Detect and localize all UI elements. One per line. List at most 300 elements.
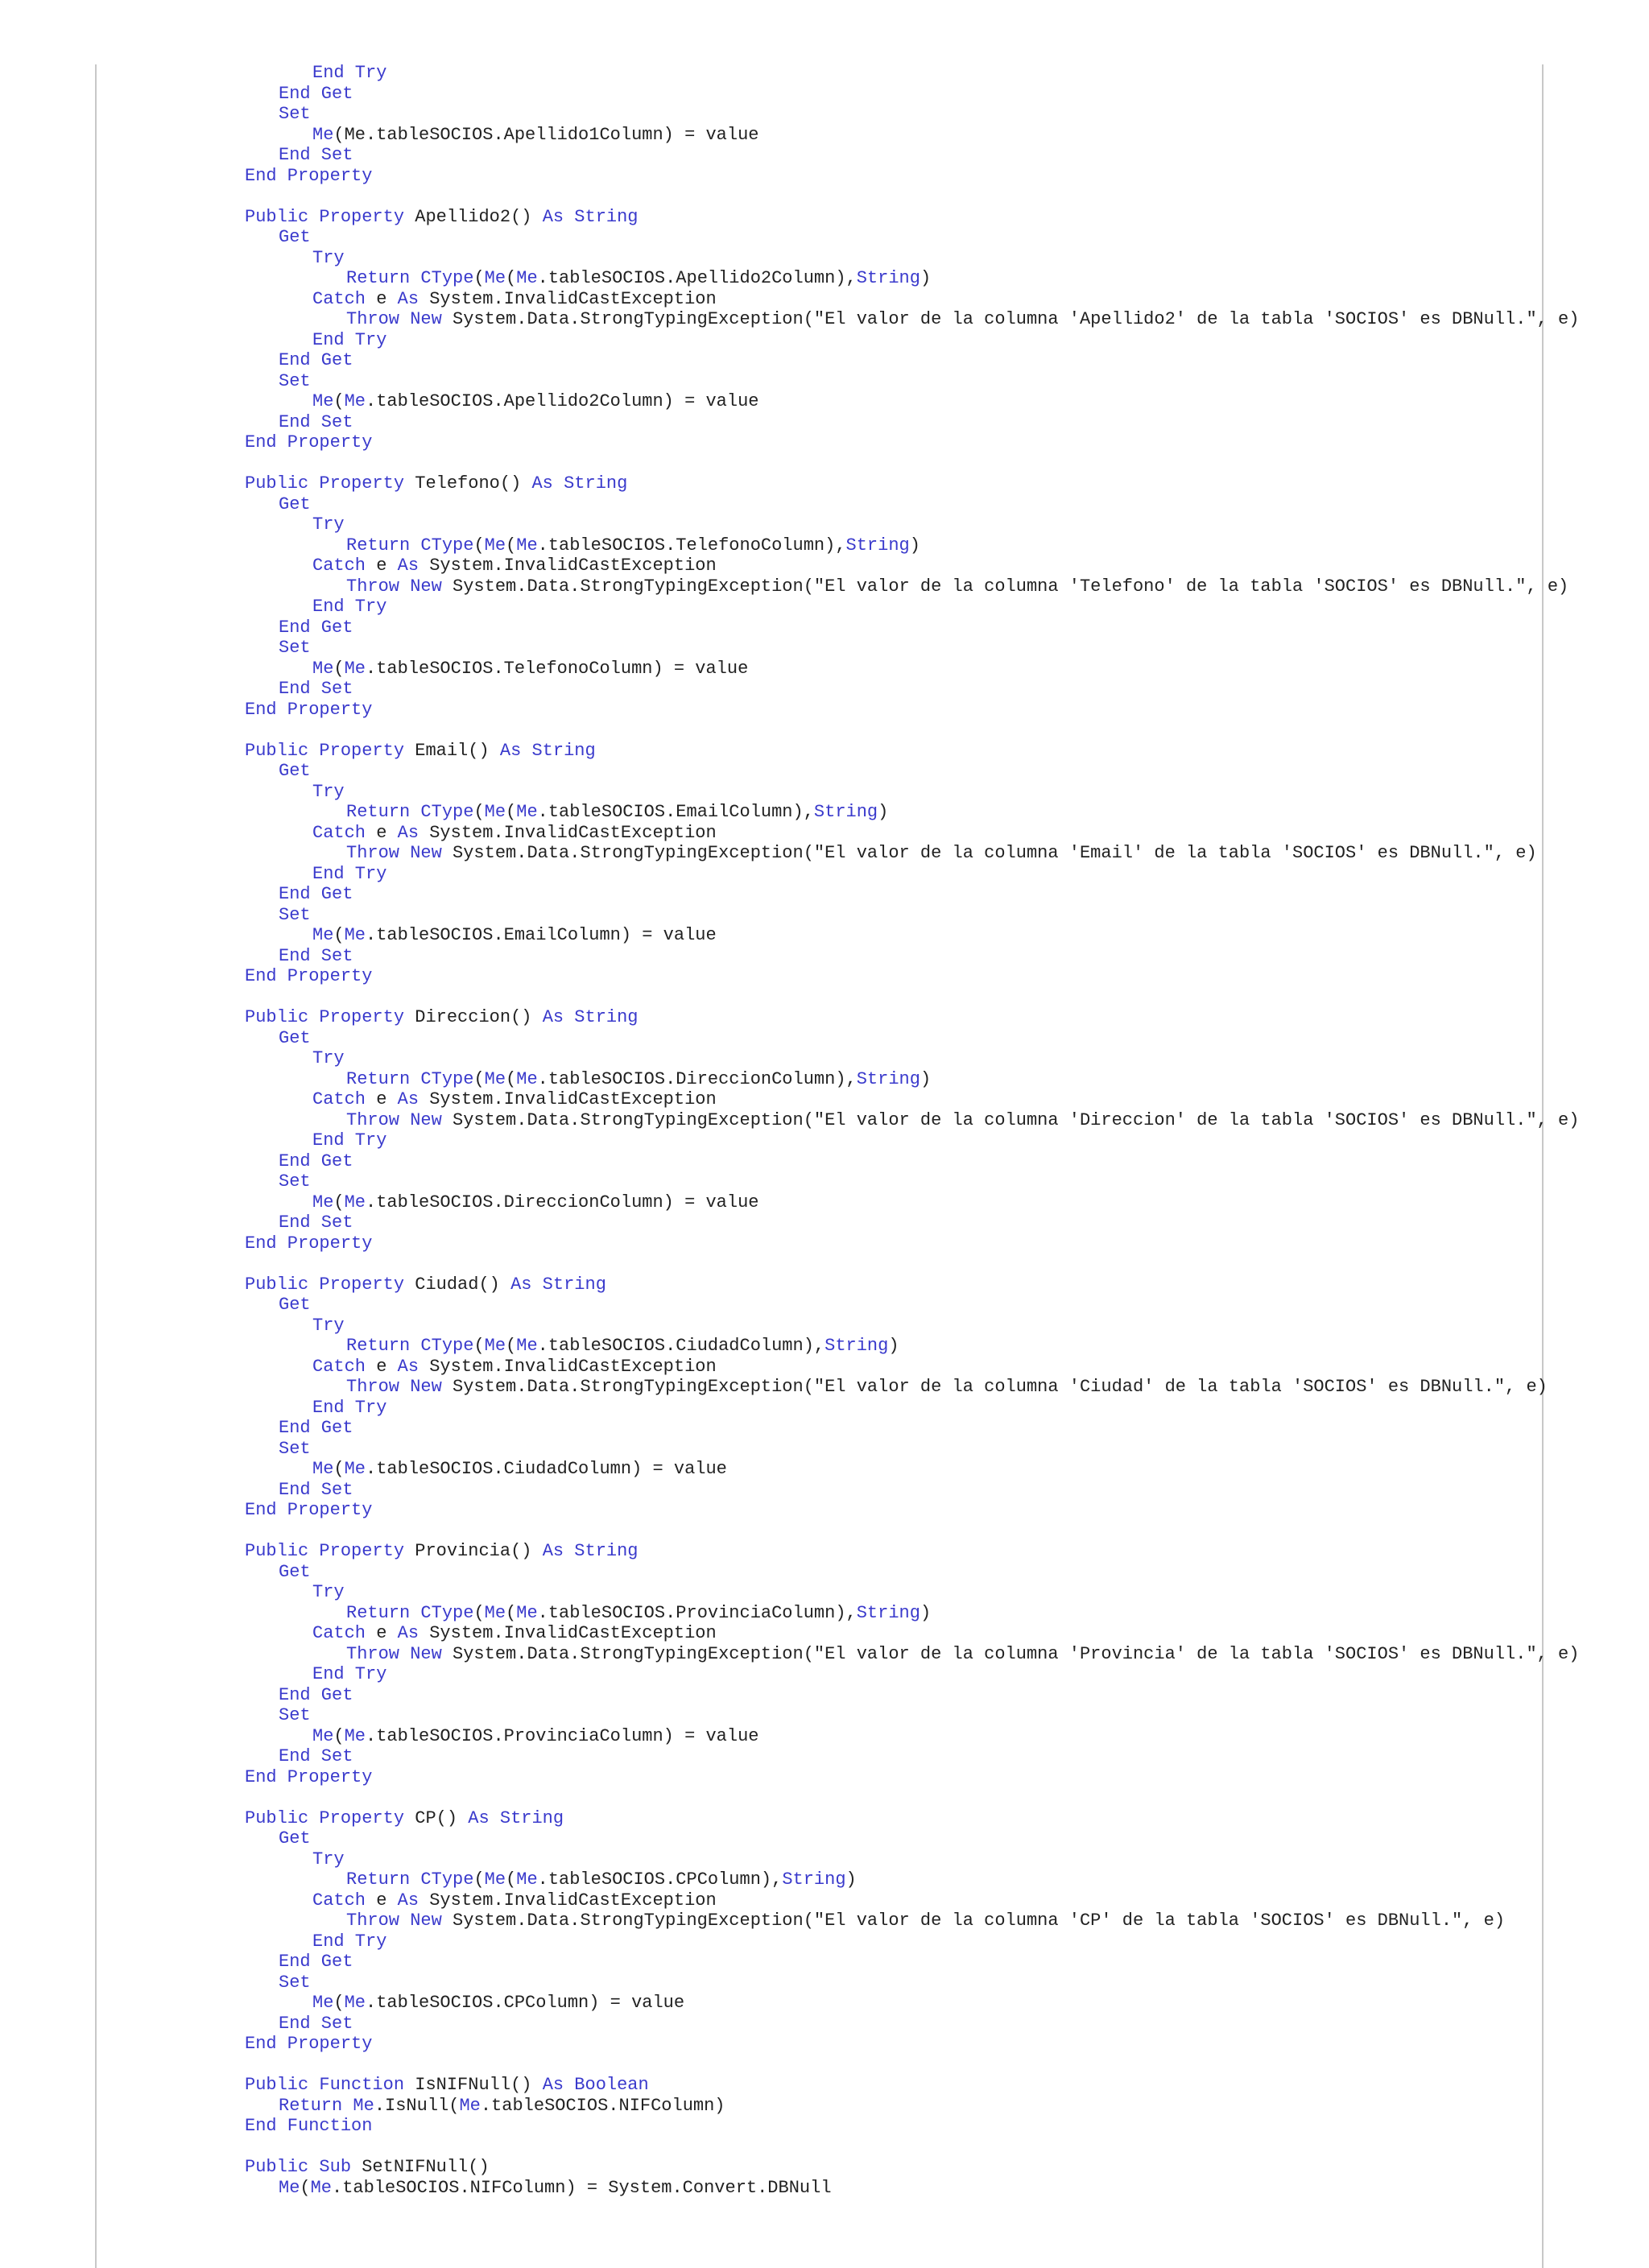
- code-line: [312, 1459, 727, 1480]
- code-keyword: String: [813, 802, 878, 822]
- code-keyword: End Set: [279, 411, 353, 432]
- code-line: [346, 1644, 1579, 1665]
- code-line: [279, 2096, 725, 2117]
- code-keyword: End Property: [245, 699, 373, 720]
- code-line: [279, 1028, 311, 1049]
- code-keyword: End Property: [245, 165, 373, 186]
- code-keyword: Set: [279, 370, 311, 391]
- code-line: [279, 1705, 311, 1726]
- code-line: [312, 391, 759, 412]
- code-line: [279, 946, 353, 967]
- code-keyword: Me: [312, 124, 334, 145]
- code-line: [279, 884, 353, 905]
- code-keyword: Throw New: [346, 1643, 442, 1664]
- code-keyword: Me: [312, 1725, 334, 1746]
- code-keyword: Public Property: [245, 1274, 405, 1295]
- code-text: (: [300, 2177, 311, 2198]
- code-keyword: Try: [312, 1849, 345, 1869]
- code-keyword: As String: [499, 740, 596, 761]
- code-text: System.InvalidCastException: [419, 1890, 717, 1911]
- code-line: [279, 412, 353, 433]
- code-text: ): [845, 1869, 857, 1890]
- code-line: [279, 1746, 353, 1767]
- code-text: Email(): [404, 740, 500, 761]
- code-text: .tableSOCIOS.ProvinciaColumn) = value: [366, 1725, 759, 1746]
- code-keyword: Me: [516, 1602, 538, 1623]
- code-keyword: Public Property: [245, 1807, 405, 1828]
- code-text: System.InvalidCastException: [419, 1089, 717, 1109]
- code-text: .tableSOCIOS.EmailColumn),: [537, 802, 814, 822]
- code-keyword: Get: [279, 227, 311, 247]
- code-text: .tableSOCIOS.TelefonoColumn),: [537, 535, 846, 556]
- code-keyword: End Property: [245, 2034, 373, 2054]
- code-keyword: End Set: [279, 145, 353, 165]
- code-line: [312, 289, 717, 310]
- code-line: [245, 741, 596, 762]
- code-keyword: Me: [312, 1459, 334, 1479]
- code-line: [312, 1357, 717, 1378]
- code-line: [245, 1808, 564, 1829]
- code-keyword: Me: [484, 802, 506, 822]
- code-text: (: [473, 268, 485, 288]
- code-text: IsNIFNull(): [404, 2075, 543, 2095]
- code-keyword: Return Me: [279, 2095, 374, 2116]
- code-text: System.InvalidCastException: [419, 288, 717, 309]
- code-line: [312, 1623, 717, 1644]
- code-keyword: End Get: [279, 350, 353, 370]
- code-line: [245, 1007, 639, 1028]
- code-text: System.InvalidCastException: [419, 822, 717, 843]
- code-line: [279, 638, 311, 659]
- code-line: [279, 227, 311, 248]
- code-keyword: As: [397, 1356, 419, 1377]
- code-keyword: As String: [542, 1541, 639, 1561]
- code-text: (: [506, 1869, 517, 1890]
- code-keyword: Return CType: [346, 1336, 474, 1356]
- code-text: .tableSOCIOS.DireccionColumn),: [537, 1068, 857, 1089]
- code-text: (: [473, 535, 485, 556]
- code-line: [279, 494, 311, 515]
- code-text: (Me.tableSOCIOS.Apellido1Column) = value: [333, 124, 759, 145]
- code-keyword: Try: [312, 1048, 345, 1068]
- code-keyword: Me: [516, 1336, 538, 1356]
- code-line: [312, 823, 717, 844]
- code-keyword: Set: [279, 104, 311, 124]
- code-text: (: [506, 802, 517, 822]
- code-text: .tableSOCIOS.TelefonoColumn) = value: [366, 658, 749, 679]
- code-keyword: Me: [279, 2177, 300, 2198]
- code-keyword: End Try: [312, 1130, 387, 1151]
- code-line: [312, 556, 717, 576]
- code-text: (: [473, 1869, 485, 1890]
- code-keyword: Try: [312, 514, 345, 535]
- code-keyword: As String: [510, 1274, 606, 1295]
- code-line: [312, 1316, 345, 1336]
- code-line: [312, 1089, 717, 1110]
- code-keyword: As String: [542, 206, 639, 227]
- code-keyword: Me: [516, 268, 538, 288]
- code-line: [279, 618, 353, 638]
- code-text: (: [473, 802, 485, 822]
- code-text: ): [920, 268, 932, 288]
- code-keyword: Me: [484, 1869, 506, 1890]
- code-line: [312, 1890, 717, 1911]
- code-keyword: Try: [312, 1315, 345, 1336]
- code-text: (: [333, 925, 345, 945]
- code-keyword: Me: [484, 1068, 506, 1089]
- code-line: [346, 802, 888, 823]
- code-line: [279, 905, 311, 926]
- code-line: [279, 1439, 311, 1460]
- code-line: [279, 1973, 311, 1993]
- code-text: (: [333, 1993, 345, 2013]
- code-line: [312, 1192, 759, 1213]
- code-line: [346, 1377, 1548, 1398]
- code-text: System.InvalidCastException: [419, 1356, 717, 1377]
- code-text: e: [366, 1089, 398, 1109]
- code-keyword: Throw New: [346, 1911, 442, 1931]
- code-text: System.Data.StrongTypingException("El valor de la columna 'Apellido2' de la tabla 'SOCIOS' es DBNull.", e): [441, 309, 1580, 329]
- code-keyword: Set: [279, 1171, 311, 1192]
- code-line: [312, 125, 759, 146]
- code-keyword: As Boolean: [542, 2075, 649, 2095]
- code-keyword: End Property: [245, 966, 373, 986]
- code-line: [279, 104, 311, 125]
- code-line: [312, 1582, 345, 1603]
- code-line: [312, 1726, 759, 1747]
- code-keyword: Public Function: [245, 2075, 405, 2095]
- code-keyword: End Set: [279, 2013, 353, 2034]
- code-keyword: Get: [279, 1027, 311, 1048]
- code-line: [245, 432, 372, 453]
- code-text: System.InvalidCastException: [419, 1623, 717, 1643]
- code-text: e: [366, 556, 398, 576]
- code-keyword: End Get: [279, 1151, 353, 1171]
- code-text: (: [333, 1459, 345, 1479]
- code-line: [312, 1130, 386, 1151]
- code-text: System.Data.StrongTypingException("El valor de la columna 'Provincia' de la tabla 'SOCIOS' es DBNull.", e): [441, 1643, 1580, 1664]
- code-line: [279, 2014, 353, 2035]
- code-keyword: Me: [516, 1869, 538, 1890]
- code-text: ): [920, 1068, 932, 1089]
- code-line: [312, 597, 386, 618]
- code-text: .tableSOCIOS.NIFColumn): [480, 2095, 725, 2116]
- code-keyword: Me: [310, 2177, 333, 2198]
- code-keyword: As: [397, 1623, 419, 1643]
- code-keyword: End Set: [279, 1479, 353, 1500]
- code-text: (: [473, 1336, 485, 1356]
- code-text: .tableSOCIOS.CPColumn),: [537, 1869, 783, 1890]
- code-line: [312, 1664, 386, 1685]
- code-keyword: Me: [312, 925, 334, 945]
- code-keyword: End Function: [245, 2116, 373, 2136]
- code-keyword: Get: [279, 494, 311, 514]
- code-keyword: Me: [312, 391, 334, 411]
- code-text: (: [506, 1336, 517, 1356]
- code-keyword: Catch: [312, 822, 366, 843]
- code-text: e: [366, 822, 398, 843]
- code-text: e: [366, 288, 398, 309]
- code-text: .tableSOCIOS.EmailColumn) = value: [366, 925, 717, 945]
- code-line: [245, 1541, 639, 1562]
- right-margin-line: [1542, 64, 1544, 2268]
- code-keyword: Return CType: [346, 1068, 474, 1089]
- code-text: (: [506, 1602, 517, 1623]
- code-line: [279, 1685, 353, 1706]
- code-line: [245, 700, 372, 721]
- code-line: [346, 1869, 857, 1890]
- code-keyword: End Set: [279, 679, 353, 699]
- code-keyword: Throw New: [346, 576, 442, 597]
- code-keyword: Catch: [312, 556, 366, 576]
- code-keyword: Try: [312, 247, 345, 268]
- code-keyword: Me: [344, 658, 366, 679]
- code-line: [312, 1398, 386, 1419]
- code-keyword: Me: [516, 1068, 538, 1089]
- code-line: [346, 1336, 899, 1357]
- code-line: [312, 514, 345, 535]
- code-keyword: Throw New: [346, 843, 442, 863]
- code-line: [245, 2157, 490, 2178]
- code-line: [279, 1828, 311, 1849]
- code-keyword: Me: [484, 1602, 506, 1623]
- code-keyword: Me: [344, 1192, 366, 1212]
- code-line: [279, 1171, 311, 1192]
- code-keyword: Throw New: [346, 1109, 442, 1130]
- code-keyword: Public Property: [245, 1007, 405, 1027]
- code-line: [346, 1069, 931, 1090]
- code-line: [346, 535, 920, 556]
- code-line: [279, 1480, 353, 1501]
- code-keyword: Me: [344, 391, 366, 411]
- code-line: [279, 371, 311, 392]
- code-keyword: Return CType: [346, 535, 474, 556]
- code-text: Telefono(): [404, 473, 532, 494]
- code-keyword: Return CType: [346, 802, 474, 822]
- code-keyword: End Try: [312, 329, 387, 350]
- code-text: (: [506, 268, 517, 288]
- code-keyword: Get: [279, 1561, 311, 1582]
- code-line: [245, 1274, 606, 1295]
- code-keyword: Me: [516, 535, 538, 556]
- code-line: [245, 166, 372, 187]
- code-keyword: End Set: [279, 1746, 353, 1766]
- code-keyword: Me: [312, 1192, 334, 1212]
- code-keyword: Catch: [312, 288, 366, 309]
- code-line: [312, 63, 386, 84]
- code-text: .IsNull(: [374, 2095, 460, 2116]
- code-line: [279, 1212, 353, 1233]
- code-keyword: End Try: [312, 1931, 387, 1952]
- code-line: [312, 1849, 345, 1870]
- code-line: [312, 1931, 386, 1952]
- code-text: Direccion(): [404, 1007, 543, 1027]
- code-text: e: [366, 1890, 398, 1911]
- code-line: [346, 1911, 1505, 1931]
- code-keyword: String: [782, 1869, 846, 1890]
- code-keyword: Catch: [312, 1356, 366, 1377]
- code-keyword: End Get: [279, 884, 353, 904]
- code-text: Ciudad(): [404, 1274, 511, 1295]
- code-keyword: Throw New: [346, 309, 442, 329]
- code-keyword: Me: [484, 535, 506, 556]
- code-keyword: End Get: [279, 1952, 353, 1972]
- code-text: System.Data.StrongTypingException("El valor de la columna 'CP' de la tabla 'SOCIOS' es DBNull.", e): [441, 1911, 1506, 1931]
- code-text: .tableSOCIOS.CPColumn) = value: [366, 1993, 685, 2013]
- code-keyword: Throw New: [346, 1377, 442, 1397]
- code-line: [245, 207, 639, 228]
- code-keyword: Return CType: [346, 1869, 474, 1890]
- code-text: System.InvalidCastException: [419, 556, 717, 576]
- code-keyword: Try: [312, 781, 345, 802]
- code-text: .tableSOCIOS.ProvinciaColumn),: [537, 1602, 857, 1623]
- code-keyword: Me: [344, 1993, 366, 2013]
- code-keyword: Public Property: [245, 1541, 405, 1561]
- code-keyword: Set: [279, 1972, 311, 1993]
- code-keyword: As: [397, 1890, 419, 1911]
- code-keyword: End Try: [312, 863, 387, 884]
- code-keyword: End Get: [279, 83, 353, 104]
- code-text: (: [333, 658, 345, 679]
- code-keyword: String: [856, 1602, 920, 1623]
- code-line: [279, 145, 353, 166]
- code-line: [312, 864, 386, 885]
- code-keyword: End Set: [279, 945, 353, 966]
- code-line: [279, 1151, 353, 1172]
- code-keyword: Catch: [312, 1623, 366, 1643]
- code-keyword: Me: [516, 802, 538, 822]
- code-line: [279, 1418, 353, 1439]
- code-keyword: End Set: [279, 1212, 353, 1233]
- code-line: [346, 843, 1537, 864]
- code-keyword: String: [856, 268, 920, 288]
- code-line: [279, 1295, 311, 1316]
- code-keyword: Public Property: [245, 473, 405, 494]
- code-keyword: Me: [312, 1993, 334, 2013]
- code-text: (: [506, 535, 517, 556]
- code-keyword: Me: [312, 658, 334, 679]
- code-keyword: As: [397, 1089, 419, 1109]
- code-line: [346, 576, 1568, 597]
- code-line: [279, 350, 353, 371]
- code-line: [346, 268, 931, 289]
- code-line: [279, 761, 311, 782]
- code-keyword: Public Property: [245, 740, 405, 761]
- code-text: System.Data.StrongTypingException("El valor de la columna 'Direccion' de la tabla 'SOCIOS' es DBNull.", e): [441, 1109, 1580, 1130]
- code-keyword: As String: [468, 1807, 564, 1828]
- code-keyword: Me: [484, 268, 506, 288]
- code-text: e: [366, 1623, 398, 1643]
- code-keyword: Get: [279, 1828, 311, 1849]
- code-keyword: Me: [344, 925, 366, 945]
- code-keyword: Get: [279, 1295, 311, 1315]
- code-text: .tableSOCIOS.NIFColumn) = System.Convert.DBNull: [332, 2177, 832, 2198]
- code-text: (: [473, 1602, 485, 1623]
- code-text: System.Data.StrongTypingException("El valor de la columna 'Ciudad' de la tabla 'SOCIOS' es DBNull.", e): [441, 1377, 1548, 1397]
- code-line: [245, 966, 372, 987]
- code-keyword: Return CType: [346, 268, 474, 288]
- code-keyword: End Try: [312, 63, 387, 83]
- code-keyword: Get: [279, 761, 311, 781]
- code-line: [245, 473, 627, 494]
- code-text: .tableSOCIOS.DireccionColumn) = value: [366, 1192, 759, 1212]
- code-text: ): [888, 1336, 899, 1356]
- code-keyword: Try: [312, 1582, 345, 1602]
- code-keyword: As: [397, 288, 419, 309]
- code-keyword: Catch: [312, 1089, 366, 1109]
- code-line: [312, 782, 345, 803]
- code-keyword: Public Sub: [245, 2157, 352, 2177]
- code-keyword: Set: [279, 904, 311, 925]
- code-text: (: [506, 1068, 517, 1089]
- code-keyword: Public Property: [245, 206, 405, 227]
- code-line: [279, 1562, 311, 1583]
- code-line: [245, 1767, 372, 1788]
- code-keyword: End Try: [312, 1397, 387, 1418]
- code-keyword: Set: [279, 1438, 311, 1459]
- code-text: Apellido2(): [404, 206, 543, 227]
- code-line: [312, 925, 717, 946]
- code-keyword: End Get: [279, 1418, 353, 1438]
- code-line: [279, 679, 353, 700]
- code-text: SetNIFNull(): [351, 2157, 490, 2177]
- code-keyword: Me: [459, 2095, 481, 2116]
- code-keyword: As: [397, 556, 419, 576]
- code-line: [279, 2178, 832, 2199]
- code-keyword: Set: [279, 1705, 311, 1725]
- code-text: System.Data.StrongTypingException("El valor de la columna 'Telefono' de la tabla 'SOCIOS' es DBNull.", e): [441, 576, 1569, 597]
- code-keyword: As: [397, 822, 419, 843]
- code-text: .tableSOCIOS.Apellido2Column),: [537, 268, 857, 288]
- code-line: [312, 1993, 684, 2014]
- code-line: [279, 84, 353, 105]
- code-text: CP(): [404, 1807, 469, 1828]
- code-text: (: [473, 1068, 485, 1089]
- code-keyword: Set: [279, 638, 311, 658]
- code-text: ): [878, 802, 889, 822]
- code-line: [245, 1500, 372, 1521]
- code-text: Provincia(): [404, 1541, 543, 1561]
- code-keyword: End Get: [279, 617, 353, 638]
- code-line: [279, 1952, 353, 1973]
- code-text: (: [333, 1192, 345, 1212]
- left-gutter-line: [95, 64, 97, 2268]
- code-keyword: String: [856, 1068, 920, 1089]
- code-line: [346, 1603, 931, 1624]
- code-text: .tableSOCIOS.CiudadColumn),: [537, 1336, 825, 1356]
- code-keyword: Return CType: [346, 1602, 474, 1623]
- code-text: System.Data.StrongTypingException("El valor de la columna 'Email' de la tabla 'SOCIOS' es DBNull.", e): [441, 843, 1537, 863]
- code-keyword: End Get: [279, 1684, 353, 1705]
- code-keyword: End Property: [245, 432, 373, 452]
- code-line: [245, 2116, 372, 2137]
- code-keyword: As String: [531, 473, 628, 494]
- code-keyword: String: [824, 1336, 889, 1356]
- code-line: [245, 2075, 649, 2096]
- code-keyword: End Property: [245, 1766, 373, 1787]
- code-keyword: String: [845, 535, 910, 556]
- code-line: [312, 1048, 345, 1069]
- code-line: [245, 1233, 372, 1254]
- code-text: e: [366, 1356, 398, 1377]
- code-text: .tableSOCIOS.Apellido2Column) = value: [366, 391, 759, 411]
- code-line: [312, 248, 345, 269]
- code-keyword: End Property: [245, 1500, 373, 1520]
- code-line: [245, 2034, 372, 2055]
- code-text: ): [920, 1602, 932, 1623]
- code-keyword: Me: [484, 1336, 506, 1356]
- code-text: (: [333, 391, 345, 411]
